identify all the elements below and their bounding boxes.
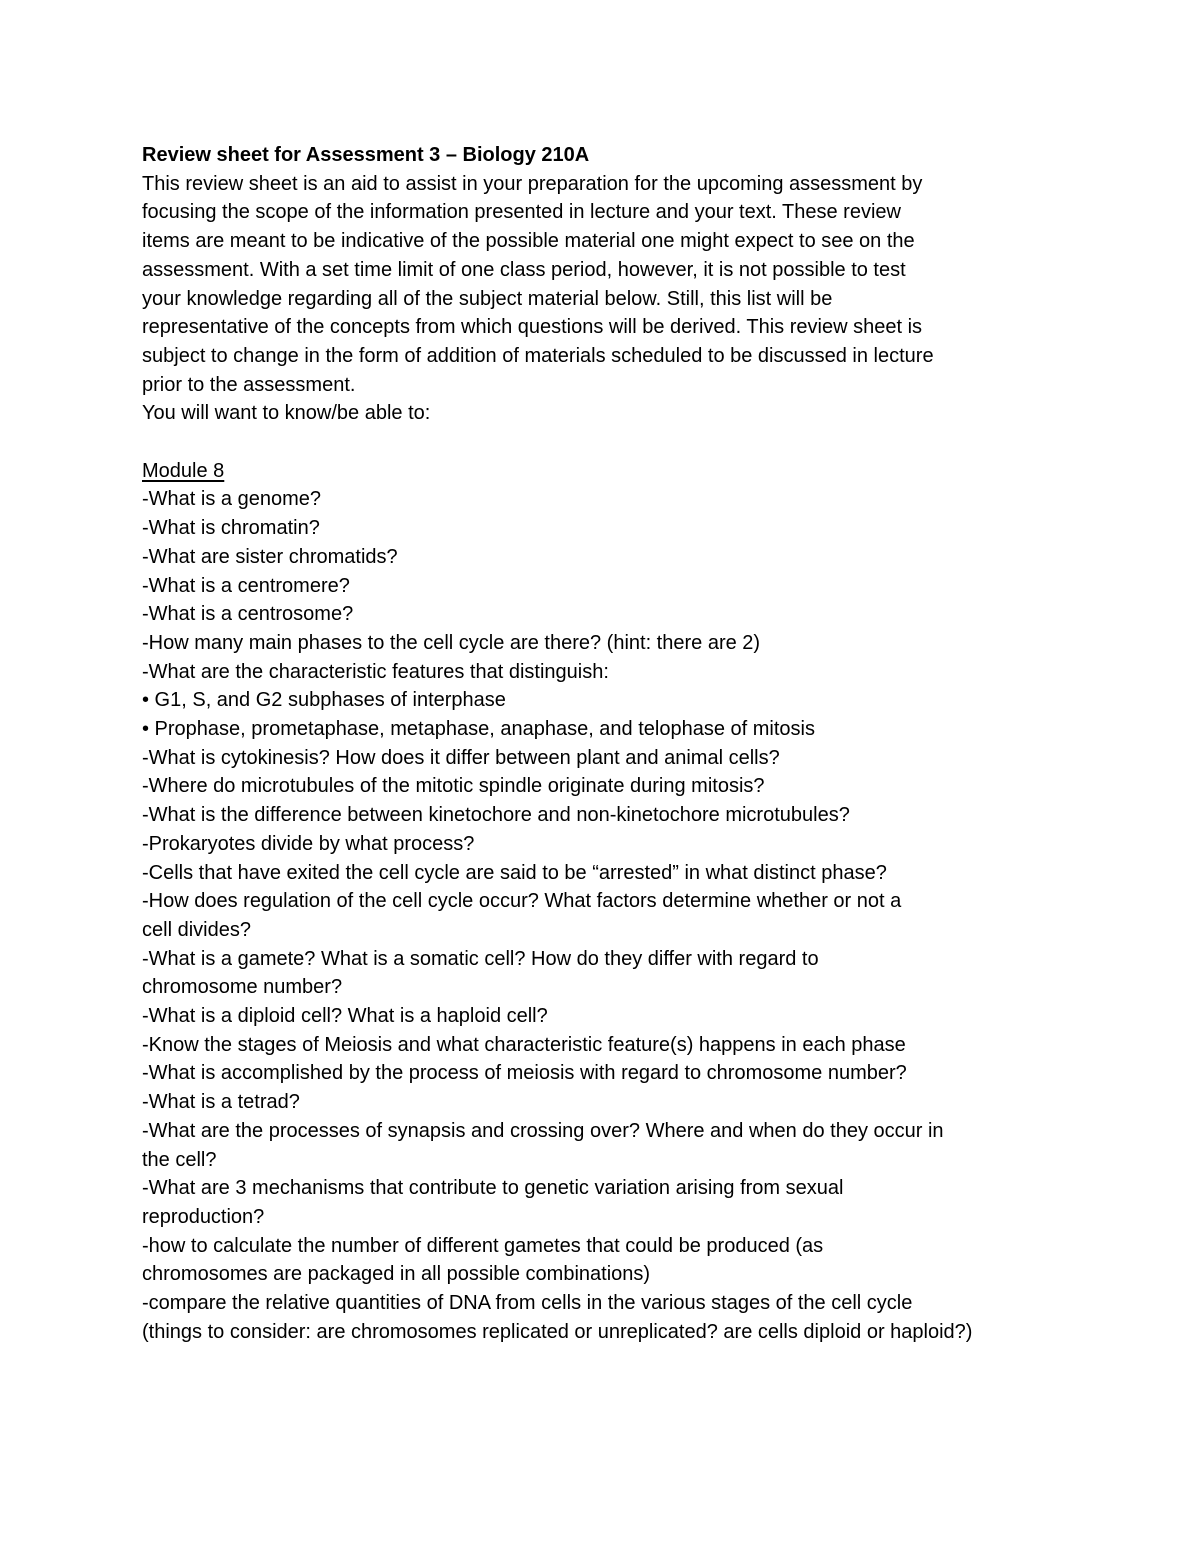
bullet-line: • Prophase, prometaphase, metaphase, anaphase, and telophase of mitosis	[142, 718, 815, 741]
document-title: Review sheet for Assessment 3 – Biology 210A	[142, 144, 590, 166]
question-line: (things to consider: are chromosomes replicated or unreplicated? are cells diploid or haploid?)	[142, 1320, 973, 1343]
question-line: cell divides?	[142, 918, 251, 941]
intro-line: subject to change in the form of addition of materials scheduled to be discussed in lecture	[142, 344, 934, 367]
intro-line: assessment. With a set time limit of one class period, however, it is not possible to test	[142, 258, 906, 281]
module-question-list	[142, 485, 1102, 1346]
intro-line: focusing the scope of the information presented in lecture and your text. These review	[142, 201, 901, 224]
question-line: -What is a tetrad?	[142, 1091, 300, 1114]
question-line: chromosomes are packaged in all possible combinations)	[142, 1263, 651, 1286]
question-line: the cell?	[142, 1148, 217, 1171]
question-line: -Where do microtubules of the mitotic spindle originate during mitosis?	[142, 775, 765, 798]
question-line: -What is a genome?	[142, 488, 321, 511]
intro-paragraph	[142, 170, 1102, 400]
module-heading: Module 8	[142, 459, 225, 482]
question-line: -What is chromatin?	[142, 517, 320, 540]
question-line: -What are 3 mechanisms that contribute to genetic variation arising from sexual	[142, 1177, 844, 1200]
intro-line: representative of the concepts from which questions will be derived. This review sheet is	[142, 316, 923, 339]
question-line: -What is cytokinesis? How does it differ between plant and animal cells?	[142, 746, 780, 769]
question-line: -What is a gamete? What is a somatic cell? How do they differ with regard to	[142, 947, 819, 970]
question-line: -How many main phases to the cell cycle are there? (hint: there are 2)	[142, 631, 761, 654]
question-line: -Prokaryotes divide by what process?	[142, 832, 475, 855]
intro-line: prior to the assessment.	[142, 373, 356, 396]
question-line: -What is the difference between kinetochore and non-kinetochore microtubules?	[142, 804, 850, 827]
question-line: -compare the relative quantities of DNA from cells in the various stages of the cell cycle	[142, 1292, 913, 1315]
question-line: -How does regulation of the cell cycle occur? What factors determine whether or not a	[142, 890, 902, 913]
intro-line: items are meant to be indicative of the possible material one might expect to see on the	[142, 230, 915, 253]
question-line: -What is a centrosome?	[142, 603, 354, 626]
question-line: -What are sister chromatids?	[142, 545, 398, 568]
question-line: chromosome number?	[142, 976, 343, 999]
blank-line	[142, 428, 1102, 457]
document-page	[142, 141, 1102, 1347]
question-line: -What are the processes of synapsis and crossing over? Where and when do they occur in	[142, 1119, 944, 1142]
question-line: reproduction?	[142, 1206, 265, 1228]
intro-line: your knowledge regarding all of the subject material below. Still, this list will be	[142, 287, 833, 310]
question-line: -Know the stages of Meiosis and what characteristic feature(s) happens in each phase	[142, 1033, 906, 1056]
bullet-line: • G1, S, and G2 subphases of interphase	[142, 689, 506, 712]
question-line: -Cells that have exited the cell cycle are said to be “arrested” in what distinct phase?	[142, 861, 887, 884]
question-line: -What is a diploid cell? What is a haploid cell?	[142, 1005, 548, 1028]
question-line: -What is a centromere?	[142, 574, 350, 597]
question-line: -What is accomplished by the process of meiosis with regard to chromosome number?	[142, 1062, 907, 1085]
intro-line: This review sheet is an aid to assist in your preparation for the upcoming assessment by	[142, 172, 923, 195]
question-line: -how to calculate the number of different gametes that could be produced (as	[142, 1234, 824, 1257]
lead-in-text: You will want to know/be able to:	[142, 402, 431, 425]
question-line: -What are the characteristic features that distinguish:	[142, 660, 609, 683]
